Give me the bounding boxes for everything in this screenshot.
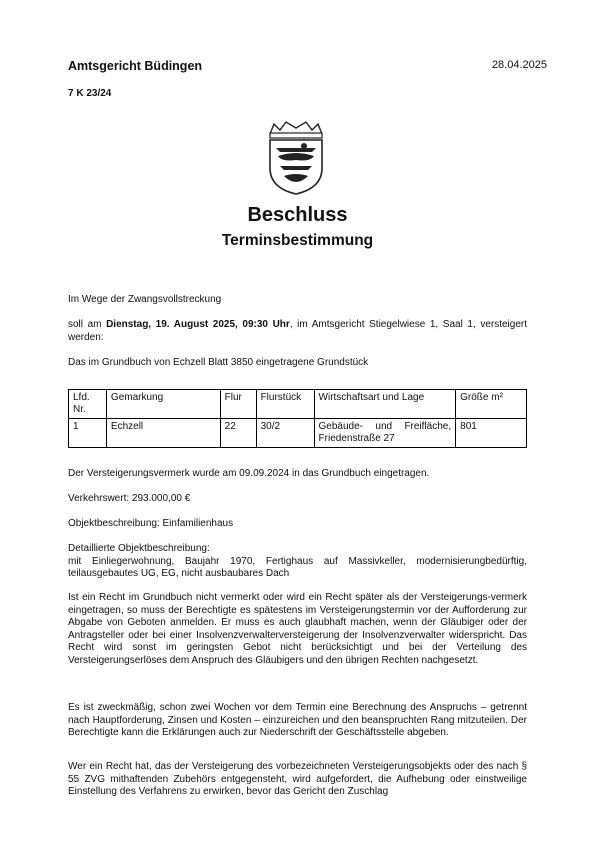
col-header-flur: Flur <box>220 390 256 419</box>
col-header-flurstueck: Flurstück <box>256 390 314 419</box>
col-header-gemarkung: Gemarkung <box>106 390 220 419</box>
objekt-text: Objektbeschreibung: Einfamilienhaus <box>68 518 234 529</box>
cell-lfd-nr: 1 <box>69 419 107 448</box>
termin-post: , im Amtsgericht Stiegelwiese 1, Saal 1, versteigert werden: <box>68 319 528 343</box>
wer-paragraph: Wer ein Recht hat, das der Versteigerung des vorbezeichneten Versteigerungsobjekts oder des nach § 55 ZVG mithaftenden Zubehörs entgegensteht, wird aufgefordert, die Aufhebung oder einstweilige Einstellung des Verfahrens zu erwirken, bevor das Gericht den Zuschlag <box>68 761 527 797</box>
cell-flur: 22 <box>220 419 256 448</box>
grundbuch-text: Das im Grundbuch von Echzell Blatt 3850 eingetragene Grundstück <box>68 357 369 368</box>
zweck-paragraph: Es ist zweckmäßig, schon zwei Wochen vor dem Termin eine Berechnung des Anspruchs – getrennt nach Hauptforderung, Zinsen und Kosten – einzureichen und den beanspruchten Rang mitzuteilen. Der Berechtigte kann die Erklärungen auch zur Niederschrift der Geschäftsstelle abgeben. <box>68 702 527 738</box>
termin-date: Dienstag, 19. August 2025, 09:30 Uhr <box>106 319 290 330</box>
detail-text: mit Einliegerwohnung, Baujahr 1970, Fertighaus auf Massivkeller, modernisierungbedürftig, teilausgebautes UG, EG, nicht ausbaubares Dach <box>68 555 527 579</box>
cell-flurstueck: 30/2 <box>256 419 314 448</box>
case-number: 7 K 23/24 <box>68 88 112 99</box>
col-header-wirtschaftsart: Wirtschaftsart und Lage <box>314 390 456 419</box>
court-name: Amtsgericht Büdingen <box>68 59 203 73</box>
cell-wirtschaftsart: Gebäude- und Freifläche, Friedenstraße 27 <box>314 419 456 448</box>
detail-block <box>68 543 527 581</box>
document-subtitle: Terminsbestimmung <box>221 232 374 249</box>
vermerk-text: Der Versteigerungsvermerk wurde am 09.09.2024 in das Grundbuch eingetragen. <box>68 468 430 479</box>
termin-pre: soll am <box>68 319 107 330</box>
verkehrswert-text: Verkehrswert: 293.000,00 € <box>68 493 191 504</box>
col-header-lfd-nr: Lfd. Nr. <box>69 390 107 419</box>
cell-groesse: 801 <box>456 419 527 448</box>
termin-paragraph <box>68 319 527 344</box>
col-header-groesse: Größe m² <box>456 390 527 419</box>
cell-gemarkung: Echzell <box>106 419 220 448</box>
document-date: 28.04.2025 <box>491 59 547 71</box>
intro-text: Im Wege der Zwangsvollstreckung <box>68 294 222 305</box>
hesse-coat-of-arms-icon <box>262 120 330 196</box>
document-title: Beschluss <box>247 204 348 226</box>
detail-label: Detaillierte Objektbeschreibung: <box>68 543 210 554</box>
recht-paragraph: Ist ein Recht im Grundbuch nicht vermerkt oder wird ein Recht später als der Versteigerungs-vermerk eingetragen, so muss der Berechtigte es spätestens im Versteigerungstermin vor der Aufforderung zur Abgabe von Geboten anmelden. Er muss es auch glaubhaft machen, wenn der Gläubiger oder der Antragsteller oder bei einer Insolvenzverwalterversteigerung der Insolvenzverwalter widerspricht. Das Recht wird sonst im geringsten Gebot nicht berücksichtigt und bei der Verteilung des Versteigerungserlöses dem Anspruch des Gläubigers und den übrigen Rechten nachgesetzt. <box>68 592 527 666</box>
property-table <box>68 389 527 448</box>
table-header-row <box>69 390 527 419</box>
table-row <box>69 419 527 448</box>
